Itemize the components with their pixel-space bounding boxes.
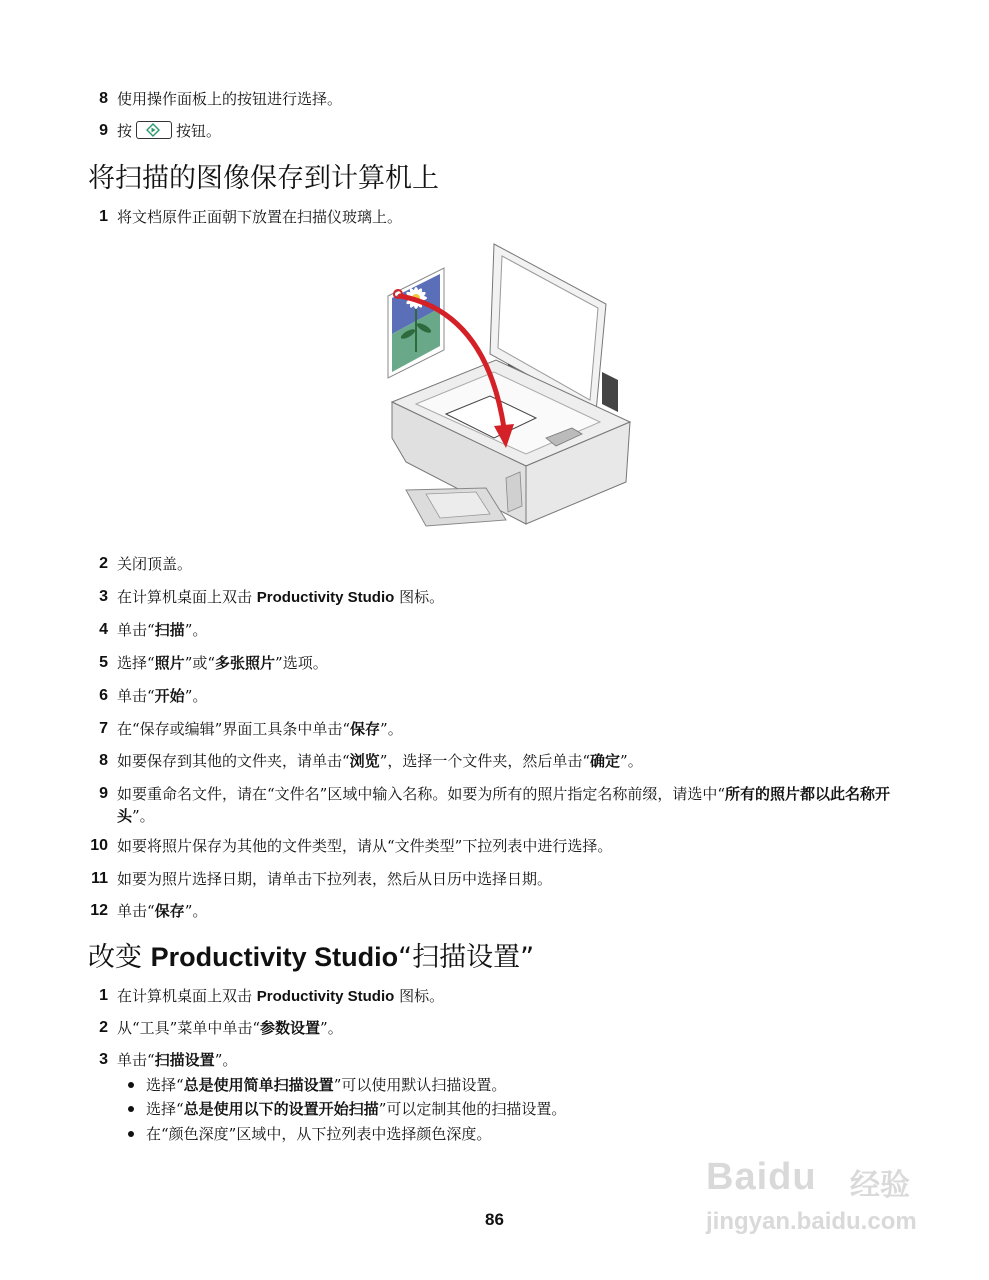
text-run: ”或“ — [184, 654, 216, 672]
step-text — [117, 783, 920, 827]
text-run: 照片 — [154, 654, 185, 672]
bullet-text — [146, 1098, 566, 1120]
step-number: 5 — [99, 654, 108, 671]
text-run: 保存 — [350, 720, 381, 738]
text-run: 参数设置 — [260, 1019, 321, 1037]
text-run: ”可以定制其他的扫描设置。 — [378, 1100, 567, 1118]
step-text — [117, 685, 920, 707]
step-text: 使用操作面板上的按钮进行选择。 — [117, 90, 343, 108]
text-run: ”。 — [184, 687, 208, 705]
text-run: 所有的照片都以此名称开头 — [117, 785, 891, 825]
text-run: 在计算机桌面上双击 — [117, 588, 257, 606]
start-button-icon — [136, 121, 172, 139]
text-run: ”。 — [320, 1019, 343, 1037]
step-number: 11 — [91, 870, 108, 887]
text-run: 在“颜色深度”区域中，从下拉列表中选择颜色深度。 — [146, 1125, 492, 1143]
heading-product-name: Productivity Studio — [150, 942, 399, 972]
bullet-text — [146, 1074, 506, 1096]
bullet-dot-icon — [128, 1106, 134, 1112]
step-number: 3 — [99, 1051, 108, 1068]
step-number: 6 — [99, 687, 108, 704]
text-run: 单击“ — [117, 1051, 155, 1069]
text-run: 浏览 — [349, 752, 380, 770]
text-run: 从“工具”菜单中单击“ — [117, 1019, 261, 1037]
text-run: ”选项。 — [275, 654, 328, 672]
text-run: 关闭顶盖。 — [117, 555, 193, 573]
step-number: 8 — [99, 752, 108, 769]
text-run: 如要为照片选择日期，请单击下拉列表，然后从日历中选择日期。 — [117, 870, 553, 888]
text-run: 确定 — [590, 752, 621, 770]
step-text-post: 按钮。 — [176, 122, 222, 140]
step-text — [117, 718, 920, 740]
text-run: ”。 — [620, 752, 643, 770]
step-number: 7 — [99, 720, 108, 737]
text-run: 图标。 — [394, 588, 445, 606]
section-heading-save-scan: 将扫描的图像保存到计算机上 — [88, 163, 439, 194]
step-number: 1 — [99, 208, 108, 225]
text-run: 单击“ — [117, 902, 155, 920]
step-text — [117, 900, 920, 922]
watermark-url: jingyan.baidu.com — [706, 1208, 917, 1235]
text-run: 在计算机桌面上双击 — [117, 987, 257, 1005]
text-run: 开始 — [154, 687, 185, 705]
page-number: 86 — [485, 1210, 504, 1229]
step-text — [117, 652, 920, 674]
step-number: 10 — [90, 837, 108, 854]
text-run: 图标。 — [394, 987, 445, 1005]
text-run: 如要重命名文件，请在“文件名”区域中输入名称。如要为所有的照片指定名称前缀，请选中“ — [117, 785, 726, 803]
text-run: 在“保存或编辑”界面工具条中单击“ — [117, 720, 351, 738]
step-text — [117, 1049, 920, 1071]
text-run: ”，选择一个文件夹，然后单击“ — [379, 752, 591, 770]
watermark-cn: 经验 — [850, 1168, 910, 1203]
text-run: 单击“ — [117, 687, 155, 705]
text-run: ”可以使用默认扫描设置。 — [333, 1076, 507, 1094]
step-text — [117, 553, 920, 575]
heading-suffix: “扫描设置” — [398, 942, 535, 973]
bullet-dot-icon — [128, 1082, 134, 1088]
text-run: 选择“ — [117, 654, 155, 672]
step-text — [117, 586, 920, 609]
text-run: 扫描设置 — [154, 1051, 215, 1069]
text-run: ”。 — [184, 902, 208, 920]
text-run: 保存 — [154, 902, 185, 920]
text-run: 如要保存到其他的文件夹，请单击“ — [117, 752, 350, 770]
step-text — [117, 120, 920, 142]
step-number: 3 — [99, 588, 108, 605]
watermark-brand: Baidu — [706, 1156, 817, 1198]
text-run: ”。 — [132, 807, 155, 825]
text-run: ”。 — [380, 720, 403, 738]
text-run: 总是使用以下的设置开始扫描 — [183, 1100, 379, 1118]
step-text — [117, 1017, 920, 1039]
step-number: 12 — [90, 902, 108, 919]
text-run: 如要将照片保存为其他的文件类型，请从“文件类型”下拉列表中进行选择。 — [117, 837, 613, 855]
step-text — [117, 619, 920, 641]
step-number: 4 — [99, 621, 108, 638]
text-run: ”。 — [214, 1051, 238, 1069]
step-text — [117, 750, 920, 772]
step-number: 9 — [99, 122, 108, 139]
text-run: ”。 — [184, 621, 208, 639]
bullet-dot-icon — [128, 1131, 134, 1137]
bullet-text — [146, 1123, 491, 1145]
step-number: 9 — [99, 785, 108, 802]
text-run: Productivity Studio — [256, 589, 395, 606]
text-run: 选择“ — [146, 1100, 184, 1118]
text-run: 总是使用简单扫描设置 — [183, 1076, 334, 1094]
step-text — [117, 985, 920, 1008]
printer-scanner-illustration — [386, 242, 634, 537]
text-run: 选择“ — [146, 1076, 184, 1094]
step-text-pre: 按 — [117, 122, 133, 140]
baidu-jingyan-watermark — [700, 1150, 940, 1250]
step-number: 1 — [99, 987, 108, 1004]
step-number: 8 — [99, 90, 108, 107]
text-run: 单击“ — [117, 621, 155, 639]
section-heading-change-scan-settings — [88, 940, 534, 975]
step-text — [117, 835, 920, 857]
flower-photo-icon — [388, 268, 444, 378]
text-run: Productivity Studio — [256, 988, 395, 1005]
heading-prefix: 改变 — [88, 942, 151, 973]
step-number: 2 — [99, 555, 108, 572]
step-text: 将文档原件正面朝下放置在扫描仪玻璃上。 — [117, 208, 403, 226]
text-run: 扫描 — [154, 621, 185, 639]
text-run: 多张照片 — [215, 654, 276, 672]
step-text — [117, 868, 920, 890]
step-number: 2 — [99, 1019, 108, 1036]
